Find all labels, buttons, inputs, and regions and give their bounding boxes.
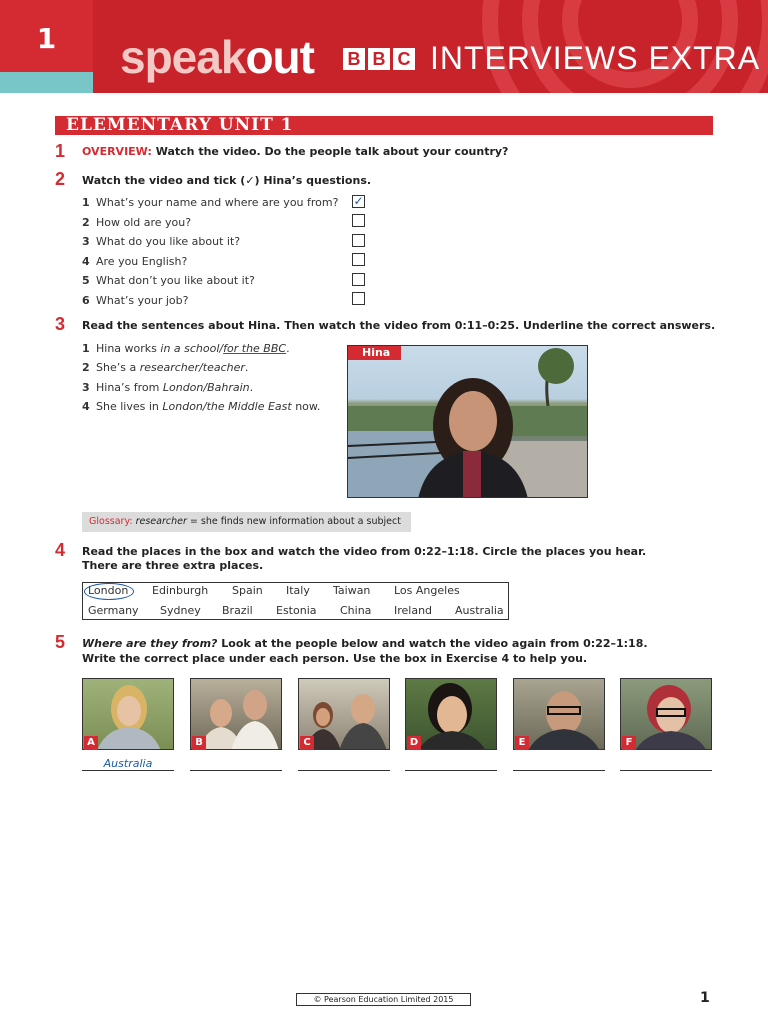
bbc-block-3: C (393, 48, 415, 70)
photo-label: D (407, 736, 421, 750)
question-item (82, 235, 240, 248)
place-option[interactable]: London (88, 584, 129, 597)
tick-box[interactable] (352, 292, 365, 305)
sentence-end: . (244, 361, 249, 374)
sentence-4 (82, 400, 320, 413)
bbc-block-1: B (343, 48, 365, 70)
item-text: What’s your job? (96, 294, 189, 307)
options[interactable]: London/Bahrain (162, 381, 250, 394)
question-item (82, 196, 338, 209)
question-item (82, 274, 255, 287)
bbc-block-2: B (368, 48, 390, 70)
unit-title: ELEMENTARY UNIT 1 (55, 116, 713, 135)
item-number: 6 (82, 294, 90, 307)
unit-tab-accent (0, 72, 93, 93)
answer-line[interactable] (298, 770, 390, 771)
glossary-box (82, 512, 411, 532)
photo-label: E (515, 736, 529, 750)
video-label: Hina (348, 346, 401, 360)
option-a[interactable]: in a school (160, 342, 220, 355)
tick-box[interactable] (352, 214, 365, 227)
item-number: 4 (82, 255, 90, 268)
item-text: What don’t you like about it? (96, 274, 255, 287)
exercise-5-question: Where are they from? (82, 637, 218, 650)
item-number: 2 (82, 361, 90, 374)
glossary-label: Glossary: (89, 516, 133, 527)
sentence-end: . (286, 342, 290, 355)
logo-out: out (245, 31, 314, 83)
sentence-end: . (249, 381, 254, 394)
tick-box[interactable] (352, 234, 365, 247)
exercise-5-instruction-2: Write the correct place under each person. Use the box in Exercise 4 to help you. (82, 652, 588, 665)
exercise-4-instruction-1: Read the places in the box and watch the video from 0:22–1:18. Circle the places you hear. (82, 545, 647, 558)
sentence-text: Hina works (96, 342, 161, 355)
answer-line[interactable] (82, 770, 174, 771)
overview-label: OVERVIEW: (82, 145, 152, 158)
glossary-definition: = she finds new information about a subject (186, 516, 401, 527)
sentence-text: Hina’s from (96, 381, 163, 394)
option-b-underlined[interactable]: for the BBC (223, 342, 287, 355)
exercise-1-number: 1 (55, 141, 66, 161)
item-number: 3 (82, 381, 90, 394)
place-option[interactable]: China (340, 604, 372, 617)
item-number: 1 (82, 196, 90, 209)
item-text: What do you like about it? (96, 235, 241, 248)
photo-label: C (300, 736, 314, 750)
photo-label: F (622, 736, 636, 750)
answer-line[interactable] (190, 770, 282, 771)
exercise-3-instruction: Read the sentences about Hina. Then watch the video from 0:11–0:25. Underline the correct answers. (82, 319, 716, 332)
exercise-5-number: 5 (55, 632, 66, 652)
overview-text: Watch the video. Do the people talk about your country? (155, 145, 509, 158)
tick-box[interactable]: ✓ (353, 194, 364, 208)
answer-line[interactable] (620, 770, 712, 771)
tick-box[interactable] (352, 273, 365, 286)
place-option[interactable]: Ireland (394, 604, 433, 617)
tick-box[interactable] (352, 253, 365, 266)
page-number: 1 (700, 990, 710, 1006)
exercise-4-number: 4 (55, 540, 66, 560)
place-option[interactable]: Estonia (276, 604, 317, 617)
hina-video-still (347, 345, 588, 498)
exercise-3-number: 3 (55, 314, 66, 334)
item-number: 5 (82, 274, 90, 287)
item-number: 3 (82, 235, 90, 248)
video-scene-illustration (348, 346, 588, 498)
place-option[interactable]: Brazil (222, 604, 253, 617)
photo-label: A (84, 736, 98, 750)
item-text: What’s your name and where are you from? (96, 196, 339, 209)
answer-text[interactable]: Australia (103, 757, 153, 770)
sentence-1 (82, 342, 290, 355)
place-option[interactable]: Sydney (160, 604, 201, 617)
glossary-term: researcher (135, 516, 187, 527)
item-number: 2 (82, 216, 90, 229)
sentence-text: She lives in (96, 400, 163, 413)
item-text: Are you English? (96, 255, 188, 268)
question-item (82, 216, 191, 229)
options[interactable]: London/the Middle East (162, 400, 292, 413)
place-option[interactable]: Edinburgh (152, 584, 209, 597)
logo-speak: speak (120, 31, 246, 83)
question-item (82, 255, 187, 268)
item-number: 1 (82, 342, 90, 355)
answer-line[interactable] (513, 770, 605, 771)
place-option[interactable]: Los Angeles (394, 584, 460, 597)
place-option[interactable]: Australia (455, 604, 504, 617)
sentence-end: now. (291, 400, 321, 413)
exercise-1-instruction (82, 145, 508, 158)
sentence-text: She’s a (96, 361, 140, 374)
place-option[interactable]: Italy (286, 584, 310, 597)
photo-label: B (192, 736, 206, 750)
exercise-5-text: Look at the people below and watch the video again from 0:22–1:18. (217, 637, 648, 650)
place-option[interactable]: Taiwan (333, 584, 371, 597)
exercise-2-instruction: Watch the video and tick (✓) Hina’s questions. (82, 174, 372, 187)
sentence-2 (82, 361, 248, 374)
item-text: How old are you? (96, 216, 192, 229)
exercise-2-number: 2 (55, 169, 66, 189)
copyright-notice: © Pearson Education Limited 2015 (296, 993, 471, 1006)
option-separator: / (219, 342, 224, 355)
exercise-5-instruction-1 (82, 637, 648, 650)
bbc-logo (343, 48, 415, 70)
item-number: 4 (82, 400, 90, 413)
place-option[interactable]: Germany (88, 604, 139, 617)
question-item (82, 294, 188, 307)
speakout-logo (120, 30, 314, 84)
place-option[interactable]: Spain (232, 584, 263, 597)
unit-number: 1 (36, 22, 57, 55)
exercise-4-instruction-2: There are three extra places. (82, 559, 264, 572)
sentence-3 (82, 381, 253, 394)
options[interactable]: researcher/teacher (139, 361, 245, 374)
header-title: INTERVIEWS EXTRA (430, 40, 761, 76)
answer-line[interactable] (405, 770, 497, 771)
